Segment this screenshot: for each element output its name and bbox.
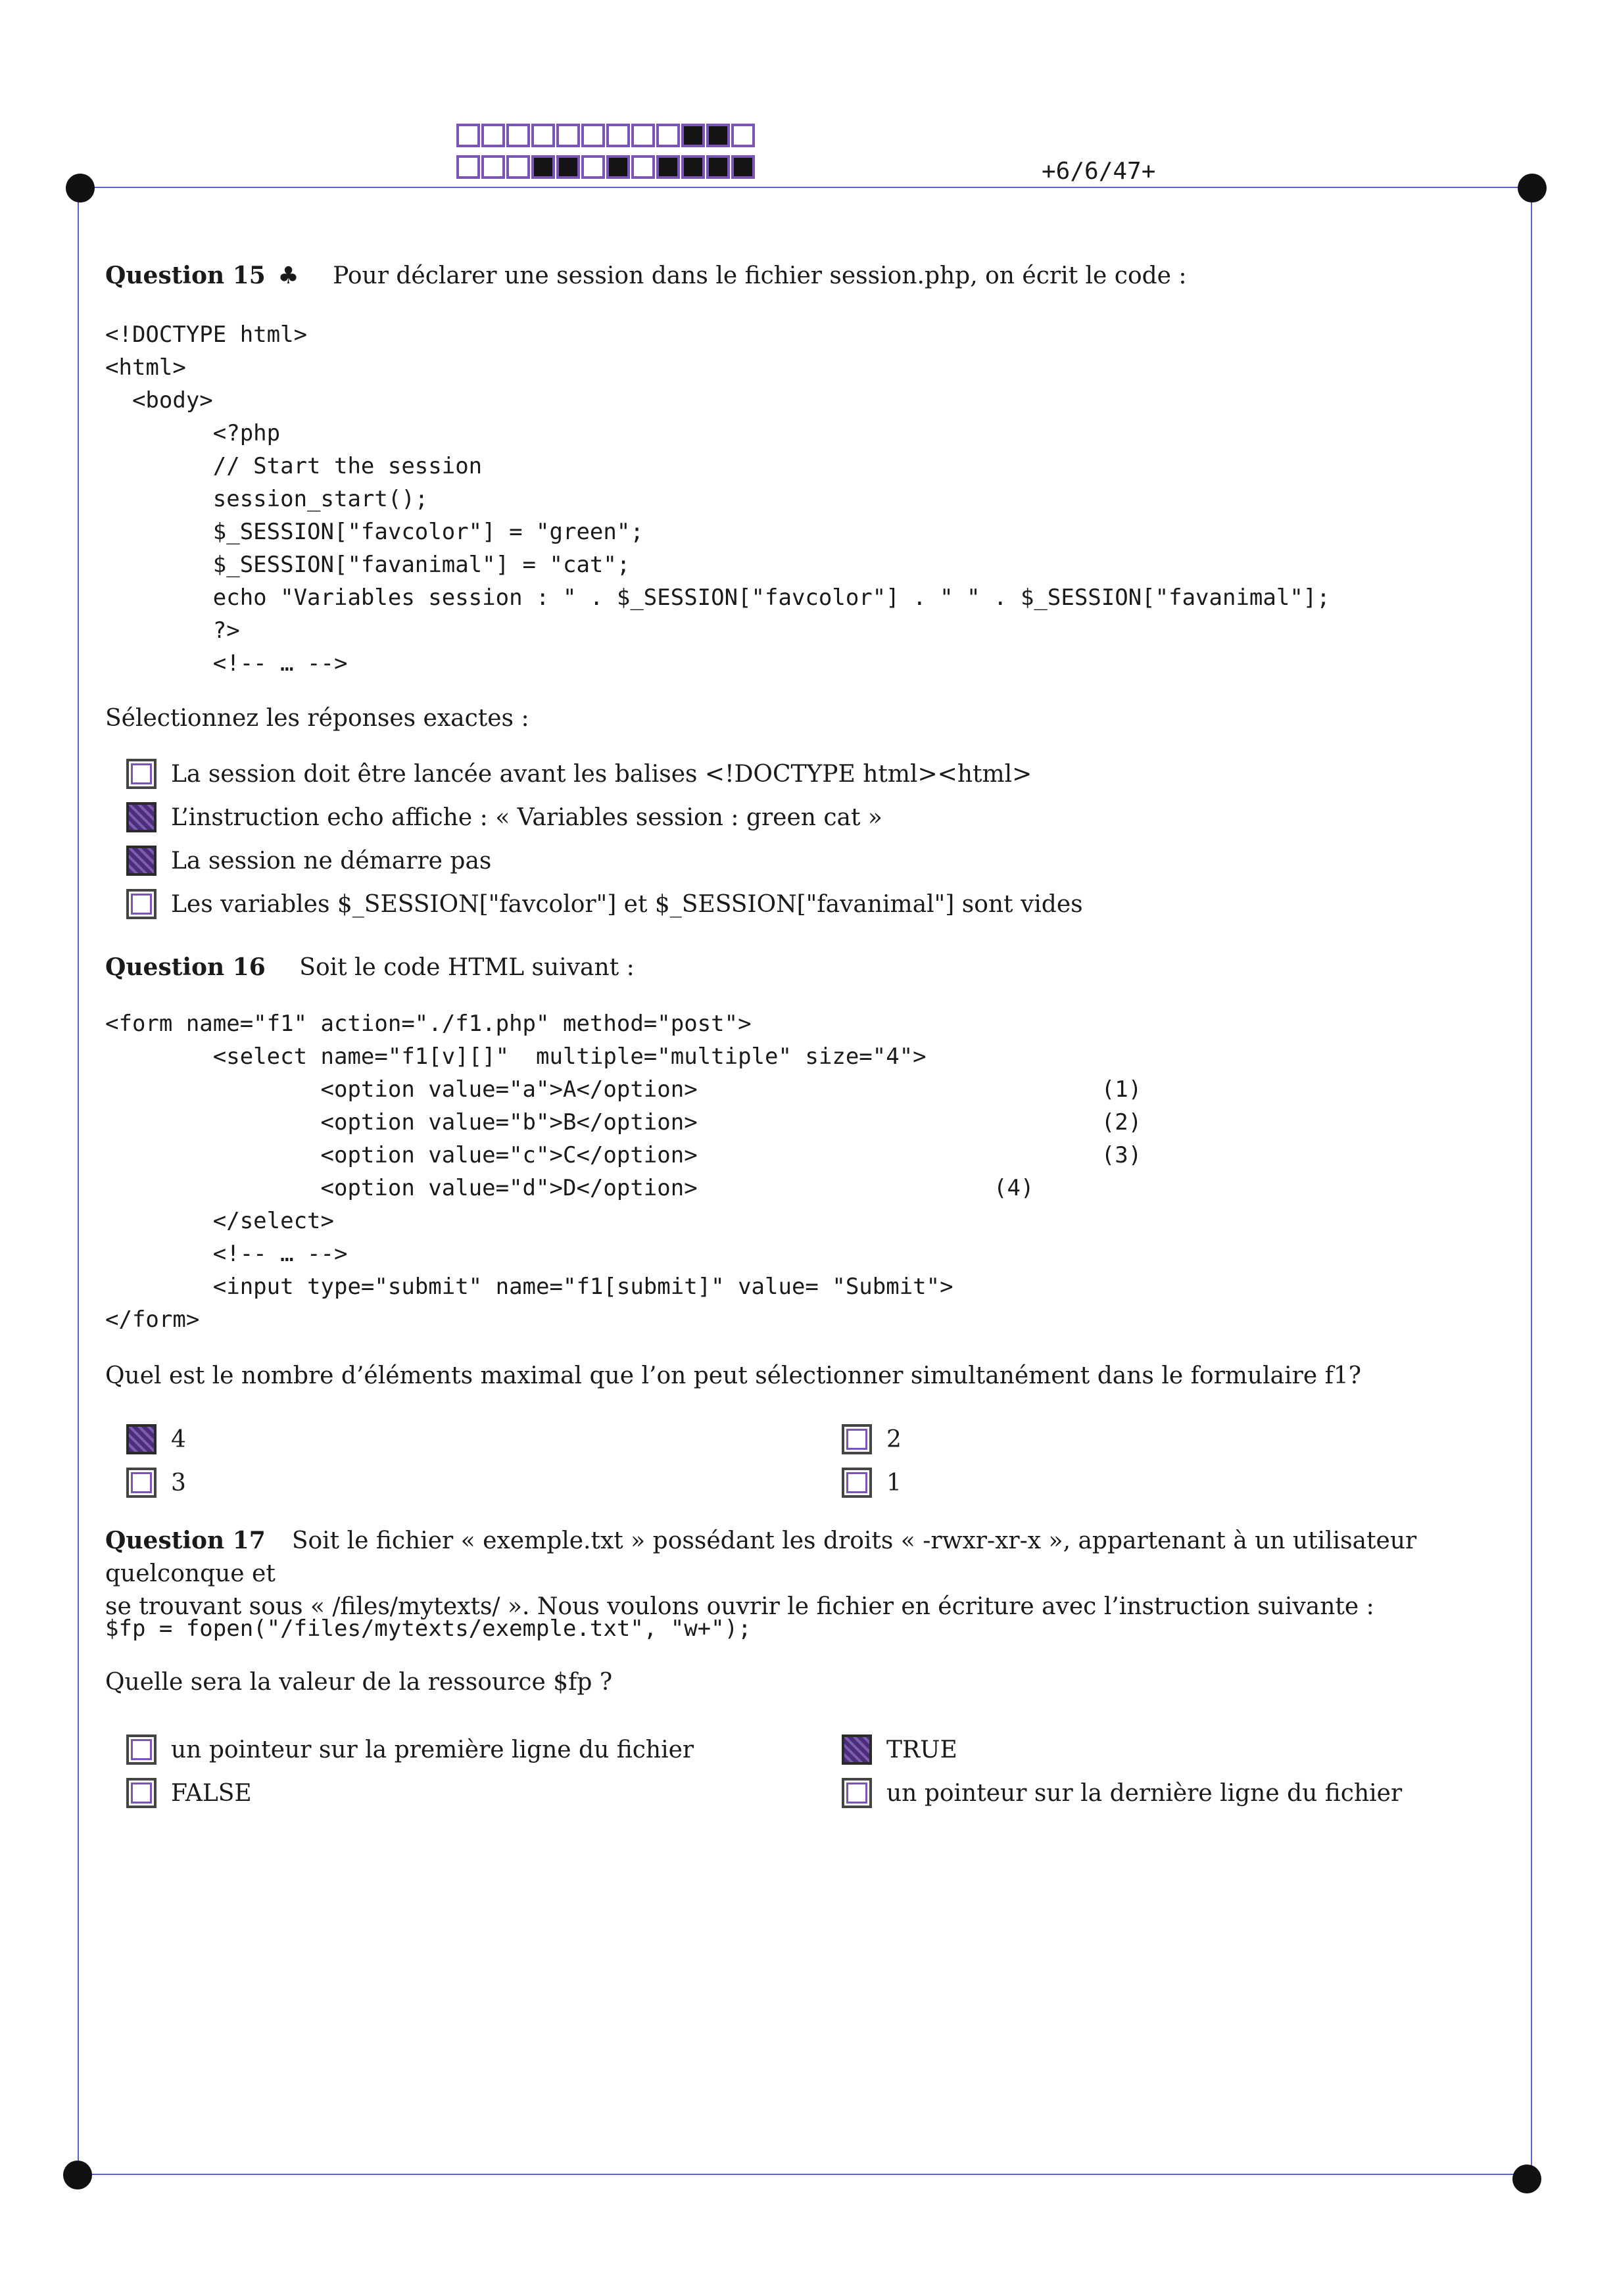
id-code-cell xyxy=(506,124,530,147)
answer-option[interactable]: TRUE xyxy=(842,1728,1434,1771)
question-number: Question 17 xyxy=(105,1527,266,1554)
code-line: ?> xyxy=(105,617,240,644)
corner-mark-bottom-left xyxy=(63,2161,92,2189)
code-line: <input type="submit" name="f1[submit]" value= "Submit"> xyxy=(105,1274,953,1300)
code-line: <body> xyxy=(105,387,213,414)
id-code-cell xyxy=(456,155,480,179)
answer-option[interactable]: La session ne démarre pas xyxy=(126,839,1083,882)
id-code-cell xyxy=(681,155,705,179)
id-code-cell xyxy=(706,155,730,179)
code-line: <!DOCTYPE html> xyxy=(105,322,308,348)
answer-list xyxy=(126,752,1083,926)
answer-checkbox[interactable] xyxy=(842,1468,872,1498)
id-code-cell xyxy=(581,124,605,147)
answer-grid xyxy=(126,1728,1434,1815)
code-line: session_start(); xyxy=(105,486,429,512)
id-code-cell xyxy=(581,155,605,179)
answer-checkbox[interactable] xyxy=(126,1734,157,1765)
question-number: Question 16 xyxy=(105,953,266,981)
answer-checkbox[interactable] xyxy=(842,1734,872,1765)
code-line: <option value="b">B</option> (2) xyxy=(105,1109,1142,1136)
code-line: <form name="f1" action="./f1.php" method="post"> xyxy=(105,1011,752,1037)
code-line: // Start the session xyxy=(105,453,483,479)
id-code-cell xyxy=(456,124,480,147)
answer-grid xyxy=(126,1418,1434,1504)
answer-option[interactable]: 1 xyxy=(842,1461,1434,1504)
id-code-cell xyxy=(556,155,580,179)
code-line: <!-- … --> xyxy=(105,1241,348,1267)
code-line: <select name="f1[v][]" multiple="multiple" size="4"> xyxy=(105,1043,927,1070)
question-prompt: Quelle sera la valeur de la ressource $fp ? xyxy=(105,1669,613,1696)
answer-checkbox[interactable] xyxy=(126,1424,157,1454)
answer-checkbox[interactable] xyxy=(126,889,157,919)
answer-checkbox[interactable] xyxy=(126,846,157,876)
corner-mark-top-right xyxy=(1518,174,1547,203)
code-line: echo "Variables session : " . $_SESSION["favcolor"] . " " . $_SESSION["favanimal"]; xyxy=(105,585,1330,611)
code-block xyxy=(105,318,1330,680)
id-code-cell xyxy=(606,155,630,179)
answer-option[interactable]: 4 xyxy=(126,1418,842,1461)
code-line: <option value="a">A</option> (1) xyxy=(105,1076,1142,1103)
answer-option[interactable]: FALSE xyxy=(126,1771,842,1815)
question-text-line2: se trouvant sous « /files/mytexts/ ». Nous voulons ouvrir le fichier en écriture avec l’instruction suivante : xyxy=(105,1593,1374,1620)
corner-mark-top-left xyxy=(66,174,95,203)
id-code-cell xyxy=(531,124,555,147)
id-code-cell xyxy=(656,124,680,147)
answer-checkbox[interactable] xyxy=(126,759,157,789)
id-code-cell xyxy=(656,155,680,179)
page-id: +6/6/47+ xyxy=(1042,158,1156,185)
question-number: Question 15 ♣ xyxy=(105,262,299,289)
code-line: <?php xyxy=(105,420,281,446)
club-marker: ♣ xyxy=(277,262,299,289)
code-line: </form> xyxy=(105,1306,200,1333)
answer-option[interactable]: 3 xyxy=(126,1461,842,1504)
answer-option[interactable]: La session doit être lancée avant les balises <!DOCTYPE html><html> xyxy=(126,752,1083,796)
id-code-bar-row2 xyxy=(456,155,756,179)
id-code-cell xyxy=(481,155,505,179)
answer-option[interactable]: L’instruction echo affiche : « Variables session : green cat » xyxy=(126,796,1083,839)
answer-checkbox[interactable] xyxy=(126,1778,157,1808)
question-prompt: Sélectionnez les réponses exactes : xyxy=(105,705,529,732)
code-line: $_SESSION["favcolor"] = "green"; xyxy=(105,519,644,545)
code-line: $_SESSION["favanimal"] = "cat"; xyxy=(105,552,631,578)
answer-option[interactable]: un pointeur sur la première ligne du fichier xyxy=(126,1728,842,1771)
id-code-cell xyxy=(681,124,705,147)
id-code-cell xyxy=(606,124,630,147)
code-block xyxy=(105,1007,1142,1336)
code-line: </select> xyxy=(105,1208,334,1234)
corner-mark-bottom-right xyxy=(1512,2164,1541,2193)
code-line: $fp = fopen("/files/mytexts/exemple.txt", "w+"); xyxy=(105,1615,752,1642)
answer-checkbox[interactable] xyxy=(126,802,157,832)
id-code-cell xyxy=(481,124,505,147)
question-text-line1: Soit le fichier « exemple.txt » possédant les droits « -rwxr-xr-x », appartenant à un utilisateur quelconque et xyxy=(105,1527,1417,1587)
id-code-cell xyxy=(556,124,580,147)
question-text: Soit le code HTML suivant : xyxy=(299,954,635,981)
id-code-cell xyxy=(531,155,555,179)
code-line: <option value="d">D</option> (4) xyxy=(105,1175,1034,1201)
answer-checkbox[interactable] xyxy=(842,1778,872,1808)
question-text: Pour déclarer une session dans le fichier session.php, on écrit le code : xyxy=(333,262,1187,289)
question-17 xyxy=(105,1524,1506,1623)
answer-option[interactable]: Les variables $_SESSION["favcolor"] et $_SESSION["favanimal"] sont vides xyxy=(126,882,1083,926)
question-prompt: Quel est le nombre d’éléments maximal que l’on peut sélectionner simultanément dans le formulaire f1? xyxy=(105,1362,1362,1389)
answer-option[interactable]: 2 xyxy=(842,1418,1434,1461)
id-code-bar-row1 xyxy=(456,124,756,147)
id-code-cell xyxy=(631,124,655,147)
code-line: <html> xyxy=(105,354,186,381)
question-16 xyxy=(105,953,635,981)
id-code-cell xyxy=(706,124,730,147)
answer-checkbox[interactable] xyxy=(842,1424,872,1454)
answer-checkbox[interactable] xyxy=(126,1468,157,1498)
id-code-cell xyxy=(731,155,755,179)
id-code-cell xyxy=(506,155,530,179)
code-line: <!-- … --> xyxy=(105,650,348,677)
id-code-cell xyxy=(631,155,655,179)
id-code-cell xyxy=(731,124,755,147)
question-15 xyxy=(105,262,1187,289)
code-line: <option value="c">C</option> (3) xyxy=(105,1142,1142,1168)
answer-option[interactable]: un pointeur sur la dernière ligne du fichier xyxy=(842,1771,1434,1815)
